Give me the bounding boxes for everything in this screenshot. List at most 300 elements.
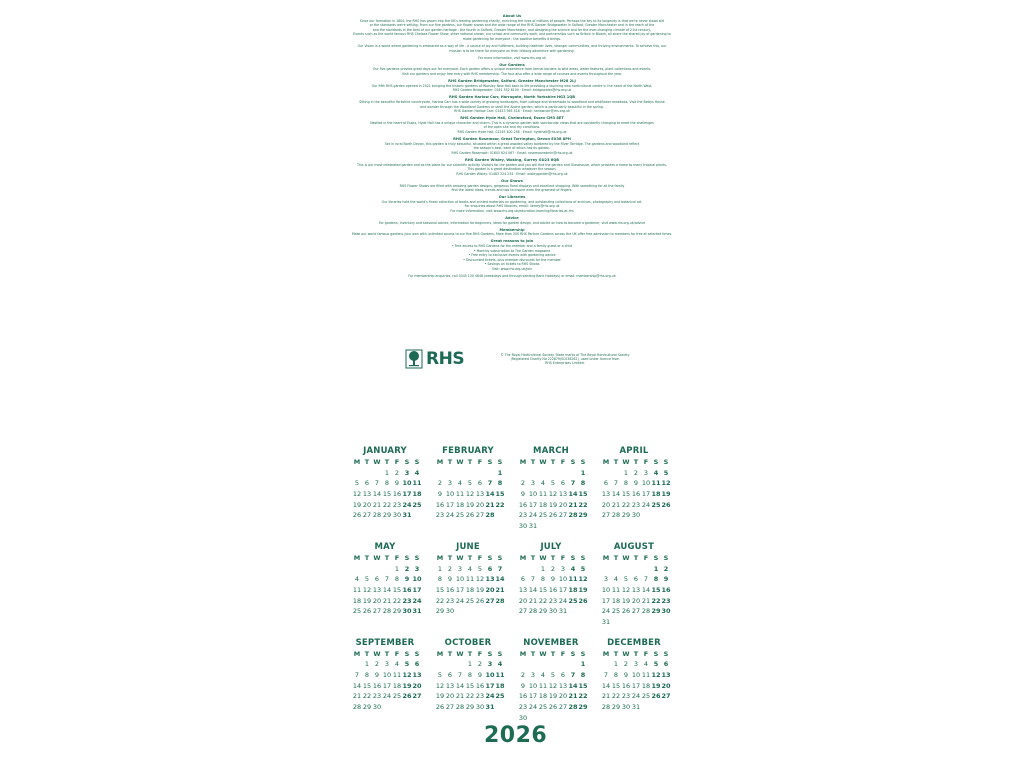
day-cell: 5 [437,671,443,679]
section-line: RHS Garden Hyde Hall: 01245 400 256 · Email: hydehall@rhs.org.uk [457,130,567,135]
day-cell: 3 [384,660,390,669]
day-cell: 12 [352,490,362,499]
weekday-header [435,649,512,660]
section-line: RHS Garden Wisley: 01483 224 234 · Email: wisleygarden@rhs.org.uk [456,171,568,176]
month-name: MARCH [533,446,569,456]
weekday-label: W [539,458,547,466]
section-line: and wander through the Woodland Gardens or stroll the Alpine garden, which is particularly beautiful in the spring. [420,104,604,109]
day-cell: 4 [643,660,649,669]
day-cell: 26 [661,500,671,509]
day-cell: 28 [352,703,362,712]
info-section [312,228,712,237]
day-cell: 31 [485,703,495,712]
day-cell: 28 [455,703,465,712]
day-cell: 15 [382,490,392,499]
day-cell: 18 [651,490,661,499]
month-name: NOVEMBER [523,637,579,648]
day-cell: 8 [497,479,503,488]
day-cell: 18 [412,490,422,499]
day-cell: 2 [374,660,380,669]
day-cell: 18 [538,500,548,509]
day-cell: 16 [372,681,382,690]
weekday-label: S [653,649,659,658]
weekday-label: M [353,458,361,466]
day-cell: 13 [661,671,671,679]
weekday-label: M [519,458,527,466]
day-cell: 24 [558,596,568,605]
day-cell: 13 [601,490,611,499]
weekday-label: S [580,458,586,466]
day-cell: 31 [402,511,412,520]
empty-cell [528,659,538,670]
day-cell: 12 [402,671,412,679]
year-label: 2026 [484,723,548,748]
day-cell: 18 [568,585,578,594]
month-name: FEBRUARY [442,446,494,456]
day-cell: 30 [475,703,485,712]
weekday-label: M [519,553,527,562]
day-cell: 27 [518,607,528,616]
day-cell: 14 [641,585,651,594]
day-cell: 24 [641,500,651,509]
day-cell: 1 [467,660,473,669]
section-line: Our Vision is a world where gardening is embraced as a way of life - a source of joy and fulfilment, building healthier lives, stronger communities, and thriving environments. To achieve this, our [357,44,667,49]
day-cell: 13 [412,671,422,679]
weekday-label: W [622,553,630,562]
logo-wordmark: RHS [426,349,465,369]
section-line: Events such as the world famous RHS Chelsea Flower Show, other national shows, our school and community work, and partnerships such as Britain in Bloom, all share the shared joy of gardening to [353,32,671,37]
weekday-label: S [487,649,493,658]
weekday-label: T [613,553,619,562]
day-cell: 14 [352,681,362,690]
day-cell: 16 [475,681,485,690]
day-cell: 17 [412,585,422,594]
month-october [429,638,512,724]
day-cell: 24 [601,607,611,616]
day-cell: 1 [384,468,390,477]
day-cell: 27 [412,692,422,701]
day-cell: 4 [653,468,659,477]
day-cell: 1 [613,660,619,669]
day-cell: 14 [455,681,465,690]
day-cell: 27 [485,596,495,605]
day-cell: 17 [402,490,412,499]
section-heading: Our Gardens [499,62,525,67]
weekday-label: T [364,649,370,658]
weekday-label: S [653,553,659,562]
day-cell: 17 [601,596,611,605]
day-cell: 27 [445,703,455,712]
day-cell: 11 [641,671,651,679]
day-cell: 29 [465,703,475,712]
weekday-label: M [436,553,444,562]
day-cell: 24 [445,511,455,520]
day-cell: 14 [382,585,392,594]
info-section [312,179,712,193]
section-line: Our five gardens provide great days out for everyone. Each garden offers a unique experience from formal borders to wild areas, water features, plant collections and events. [372,67,652,72]
day-cell: 22 [392,596,402,605]
day-cell: 25 [641,692,651,701]
day-cell: 8 [394,575,400,584]
day-cell: 20 [518,596,528,605]
day-cell: 3 [560,564,566,573]
day-grid [518,468,595,532]
day-cell: 29 [392,607,402,616]
day-cell: 29 [578,703,588,712]
day-cell: 7 [384,575,390,584]
day-cell: 29 [382,511,392,520]
weekday-header [601,457,678,468]
day-cell: 21 [568,500,578,509]
day-cell: 10 [455,575,465,584]
day-cell: 15 [392,585,402,594]
day-cell: 17 [382,681,392,690]
empty-cell [518,659,528,670]
day-cell: 8 [540,575,546,584]
section-line: • Free access to RHS Gardens for the member and a family guest or a child [451,244,573,249]
empty-cell [568,468,578,479]
day-cell: 31 [558,607,568,616]
day-cell: 8 [437,575,443,584]
day-cell: 17 [455,585,465,594]
day-cell: 12 [661,479,671,488]
day-cell: 26 [362,607,372,616]
weekday-label: T [550,458,556,466]
weekday-label: M [602,553,610,562]
day-cell: 6 [603,479,609,488]
day-cell: 2 [404,564,410,573]
weekday-label: T [467,553,473,562]
day-cell: 16 [435,500,445,509]
day-cell: 10 [402,479,412,488]
weekday-label: M [353,649,361,658]
day-cell: 30 [631,511,641,520]
section-heading: Membership [499,227,525,232]
day-cell: 1 [497,468,503,477]
month-august [595,542,678,628]
info-section [312,239,712,271]
day-cell: 25 [651,500,661,509]
section-heading: RHS Garden Bridgewater, Salford, Greater Manchester M28 2LJ [448,79,576,84]
empty-cell [558,468,568,479]
day-cell: 18 [455,500,465,509]
empty-cell [611,468,621,479]
day-cell: 8 [613,671,619,679]
day-grid [352,468,429,521]
info-section [312,216,712,225]
day-cell: 6 [663,660,669,669]
info-section [312,56,712,61]
day-cell: 10 [445,490,455,499]
day-cell: 13 [475,490,485,499]
day-cell: 1 [623,468,629,477]
month-name: MAY [374,541,396,552]
day-cell: 3 [530,671,536,679]
weekday-header [601,553,678,564]
day-cell: 7 [643,575,649,584]
section-line: Visit: www.rhs.org.uk/join [491,267,533,271]
weekday-label: S [497,458,503,466]
day-cell: 18 [641,681,651,690]
day-grid [352,659,429,712]
weekday-label: T [467,458,473,466]
section-line: Set in rural North Devon, this garden is truly beautiful, situated within a great wooded valley bordered by the River Torridge. The gardens and woodland reflect [384,141,640,146]
day-cell: 3 [633,660,639,669]
section-line: • Monthly subscription to The Garden magazine [473,248,551,253]
empty-cell [445,659,455,670]
day-cell: 10 [641,479,651,488]
day-cell: 19 [465,500,475,509]
day-cell: 3 [487,660,493,669]
day-cell: 20 [631,596,641,605]
day-cell: 8 [653,575,659,584]
weekday-header [601,649,678,660]
day-cell: 27 [362,511,372,520]
day-cell: 5 [354,479,360,488]
day-cell: 5 [653,660,659,669]
empty-cell [352,564,362,575]
day-cell: 17 [528,692,538,701]
empty-cell [372,468,382,479]
day-cell: 30 [621,703,631,712]
day-cell: 9 [663,575,669,584]
weekday-label: T [530,553,536,562]
day-cell: 19 [651,681,661,690]
day-cell: 14 [528,585,538,594]
weekday-label: F [394,458,400,466]
section-line: and the standards in the best of our garden heritage - the fourth in Salford, Greater Manchester, and designing the science and for the ever-changing climate of 21st century, [372,27,652,32]
weekday-header [435,457,512,468]
section-line: or the standards we're setting. From our five gardens, our flower shows and the wide range of the RHS Garden Bridgewater in Salford, Greater Manchester and in the reach of the [369,23,655,28]
section-heading: RHS Garden Hyde Hall, Chelmsford, Essex CM3 8ET [460,116,564,121]
day-cell: 30 [445,607,455,616]
day-cell: 7 [613,479,619,488]
day-cell: 4 [540,479,546,488]
section-line: Since our formation in 1804, the RHS has grown into the UK's leading gardening charity, enriching the lives of millions of people. Perhaps the key to its longevity is that we're never stood still [359,18,665,23]
weekday-label: F [643,458,649,466]
day-cell: 7 [497,564,503,573]
weekday-label: W [373,553,381,562]
day-cell: 23 [392,500,402,509]
day-cell: 21 [641,596,651,605]
empty-cell [601,659,611,670]
weekday-label: S [414,458,420,466]
day-cell: 5 [550,479,556,488]
day-cell: 10 [601,585,611,594]
day-cell: 16 [518,692,528,701]
day-cell: 23 [475,692,485,701]
weekday-label: T [633,553,639,562]
day-cell: 19 [402,681,412,690]
weekday-label: T [530,458,536,466]
day-cell: 27 [631,607,641,616]
day-cell: 29 [578,511,588,520]
day-cell: 18 [538,692,548,701]
day-cell: 7 [570,479,576,488]
month-name: JUNE [456,541,480,552]
weekday-label: F [643,553,649,562]
day-cell: 27 [558,703,568,712]
day-cell: 6 [560,479,566,488]
empty-cell [475,468,485,479]
weekday-label: T [633,458,639,466]
day-cell: 10 [485,671,495,679]
day-grid [601,659,678,712]
weekday-label: F [643,649,649,658]
day-cell: 1 [580,468,586,477]
day-cell: 7 [354,671,360,679]
day-cell: 16 [445,585,455,594]
weekday-label: F [477,458,483,466]
day-cell: 23 [402,596,412,605]
weekday-label: W [539,553,547,562]
weekday-label: T [613,649,619,658]
day-cell: 23 [548,596,558,605]
day-grid [601,468,678,521]
day-cell: 22 [611,692,621,701]
day-cell: 24 [631,692,641,701]
day-cell: 14 [611,490,621,499]
empty-cell [568,659,578,670]
empty-cell [631,564,641,575]
day-cell: 16 [392,490,402,499]
day-cell: 20 [558,692,568,701]
day-cell: 25 [538,703,548,712]
day-cell: 8 [623,479,629,488]
weekday-label: S [580,649,586,658]
weekday-label: W [456,458,464,466]
section-line: • Free entry to exclusive events with gardening advice [468,253,556,258]
day-cell: 20 [445,692,455,701]
day-cell: 28 [641,607,651,616]
empty-cell [528,468,538,479]
day-cell: 21 [601,692,611,701]
day-cell: 12 [435,681,445,690]
weekday-label: M [602,649,610,658]
day-cell: 24 [402,500,412,509]
day-cell: 23 [435,511,445,520]
section-heading: RHS Garden Wisley, Woking, Surrey GU23 6QB [464,158,560,163]
day-cell: 1 [364,660,370,669]
day-cell: 20 [362,500,372,509]
weekday-label: T [633,649,639,658]
month-name: DECEMBER [607,637,661,648]
month-february [429,446,512,532]
day-cell: 14 [601,681,611,690]
day-cell: 25 [611,607,621,616]
info-section [312,158,712,176]
empty-cell [538,659,548,670]
day-cell: 28 [611,511,621,520]
empty-cell [455,659,465,670]
empty-cell [362,468,372,479]
day-cell: 25 [538,511,548,520]
day-cell: 17 [631,681,641,690]
day-cell: 28 [485,511,495,520]
day-grid [518,659,595,723]
empty-cell [445,468,455,479]
weekday-label: F [560,553,566,562]
section-line: RHS Garden Rosemoor: 01805 624 067 · Email: rosemooradmin@rhs.org.uk [451,150,573,155]
day-cell: 15 [621,490,631,499]
day-cell: 20 [372,596,382,605]
day-cell: 31 [601,617,611,626]
rhs-logo [405,349,464,369]
day-cell: 24 [382,692,392,701]
weekday-label: S [404,458,410,466]
day-cell: 3 [530,479,536,488]
day-cell: 21 [372,500,382,509]
day-cell: 15 [435,585,445,594]
section-heading: RHS Garden Harlow Carr, Harrogate, North Yorkshire HG3 1QB [448,95,576,100]
day-cell: 26 [352,511,362,520]
weekday-header [352,457,429,468]
month-name: SEPTEMBER [355,637,415,648]
day-cell: 26 [651,692,661,701]
day-cell: 28 [601,703,611,712]
day-cell: 19 [578,585,588,594]
day-cell: 8 [364,671,370,679]
info-section [312,95,712,113]
day-cell: 21 [382,596,392,605]
day-grid [352,564,429,617]
tree-logo-icon [405,349,423,369]
day-cell: 9 [623,671,629,679]
empty-cell [435,659,445,670]
section-heading: Great reasons to join [490,239,534,244]
day-cell: 30 [402,607,412,616]
section-line: Nestled in the heart of Essex, Hyde Hall has a unique character and charm. This is a dynamic garden with spectacular views that are constantly changing to meet the challenges [370,120,654,125]
day-cell: 24 [485,692,495,701]
info-section [312,116,712,134]
day-cell: 16 [518,500,528,509]
weekday-label: S [404,553,410,562]
info-section [312,195,712,213]
day-cell: 24 [412,596,422,605]
day-cell: 6 [414,660,420,669]
weekday-header [518,457,595,468]
day-cell: 6 [487,564,493,573]
section-line: the season's best, each of which has its garden. [473,146,551,151]
day-cell: 25 [495,692,505,701]
month-name: OCTOBER [444,637,492,648]
month-july [512,542,595,628]
day-cell: 20 [485,585,495,594]
weekday-label: M [436,649,444,658]
day-cell: 11 [538,490,548,499]
day-cell: 20 [558,500,568,509]
section-heading: RHS Garden Rosemoor, Great Torrington, Devon EX38 8PH [453,137,571,142]
day-cell: 4 [570,564,576,573]
weekday-label: T [550,553,556,562]
day-cell: 4 [354,575,360,584]
day-cell: 28 [568,703,578,712]
day-cell: 27 [661,692,671,701]
day-cell: 23 [621,692,631,701]
day-cell: 13 [631,585,641,594]
day-cell: 12 [362,585,372,594]
day-cell: 9 [394,479,400,488]
day-cell: 8 [580,671,586,679]
day-cell: 6 [447,671,453,679]
day-cell: 11 [495,671,505,679]
day-cell: 21 [568,692,578,701]
day-cell: 2 [447,564,453,573]
day-cell: 28 [382,607,392,616]
day-cell: 14 [568,681,578,690]
day-cell: 17 [445,500,455,509]
day-cell: 28 [495,596,505,605]
